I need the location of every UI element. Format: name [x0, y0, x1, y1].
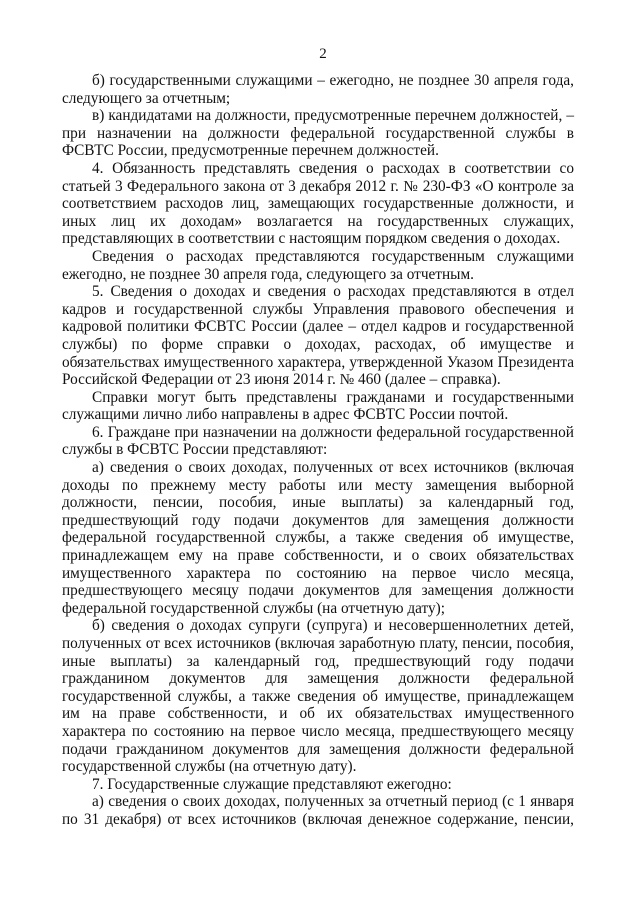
paragraph: а) сведения о своих доходах, полученных за отчетный период (с 1 января по 31 декабря) от всех источников (включая денежное содержание, пенсии, [62, 793, 574, 828]
paragraph: 4. Обязанность представлять сведения о расходах в соответствии со статьей 3 Федерального закона от 3 декабря 2012 г. № 230-ФЗ «О контроле за соответствием расходов лиц, замещающих государственные должности, и иных лиц их доходам» возлагается на государственных служащих, представляющих в соответствии с настоящим порядком сведения о доходах. [62, 159, 574, 248]
paragraph: 6. Граждане при назначении на должности федеральной государственной службы в ФСВТС России представляют: [62, 423, 574, 459]
document-body [62, 72, 574, 829]
paragraph: в) кандидатами на должности, предусмотренные перечнем должностей, – при назначении на должности федеральной государственной службы в ФСВТС России, предусмотренные перечнем должностей. [62, 107, 574, 160]
paragraph: 5. Сведения о доходах и сведения о расходах представляются в отдел кадров и государственной службы Управления правового обеспечения и кадровой политики ФСВТС России (далее – отдел кадров и государственной службы) по форме справки о доходах, расходах, об имуществе и обязательствах имущественного характера, утвержденной Указом Президента Российской Федерации от 23 июня 2014 г. № 460 (далее – справка). [62, 283, 574, 389]
paragraph: б) государственными служащими – ежегодно, не позднее 30 апреля года, следующего за отчетным; [62, 72, 574, 107]
paragraph: б) сведения о доходах супруги (супруга) и несовершеннолетних детей, полученных от всех источников (включая заработную плату, пенсии, пособия, иные выплаты) за календарный год, предшествующий году подачи гражданином документов для замещения должности федеральной государственной службы, а также сведения об имуществе, принадлежащем им на праве собственности, и об их обязательствах имущественного характера по состоянию на первое число месяца, предшествующего месяцу подачи гражданином документов для замещения должности федеральной государственной службы (на отчетную дату). [62, 617, 574, 776]
paragraph: Сведения о расходах представляются государственным служащими ежегодно, не позднее 30 апреля года, следующего за отчетным. [62, 247, 574, 283]
paragraph: 7. Государственные служащие представляют ежегодно: [92, 775, 452, 793]
paragraph: а) сведения о своих доходах, полученных от всех источников (включая доходы по прежнему месту работы или месту замещения выборной должности, пенсии, пособия, иные выплаты) за календарный год, предшествующий году подачи документов для замещения должности федеральной государственной службы, а также сведения об имуществе, принадлежащем ему на праве собственности, и о своих обязательствах имущественного характера по состоянию на первое число месяца, предшествующего месяцу подачи документов для замещения должности федеральной государственной службы (на отчетную дату); [62, 459, 574, 617]
paragraph: Справки могут быть представлены гражданами и государственными служащими лично либо направлены в адрес ФСВТС России почтой. [62, 388, 574, 424]
page-number: 2 [319, 46, 327, 62]
